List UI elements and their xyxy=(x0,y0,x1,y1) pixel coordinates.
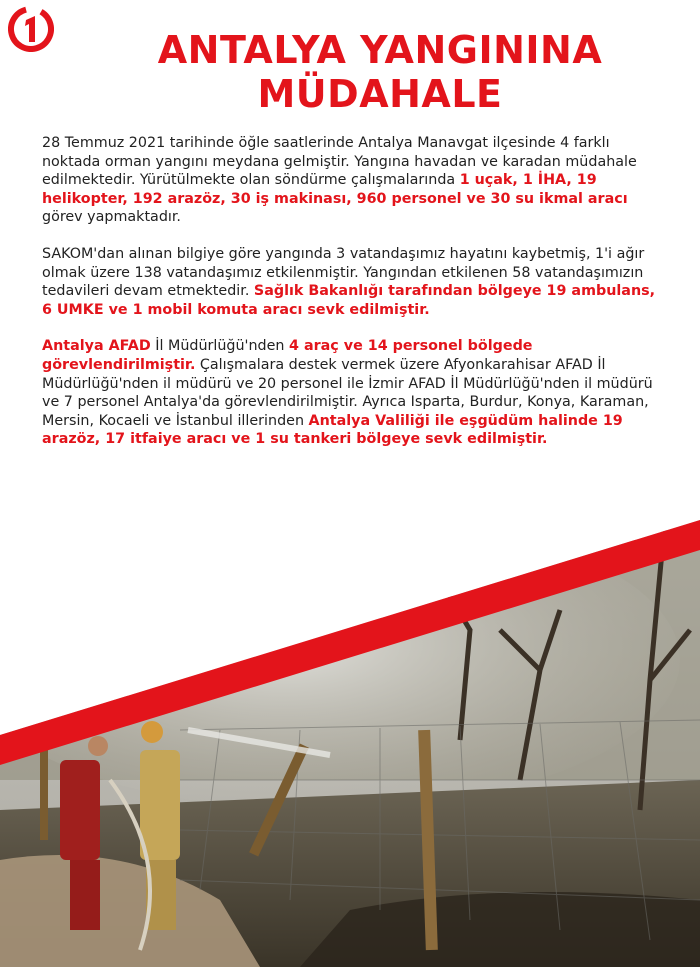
highlighted-text: Antalya Valiliği ile eşgüdüm halinde 19 arazöz, 17 itfaiye aracı ve 1 su tankeri bölgeye sevk edilmiştir. xyxy=(42,412,623,448)
body-text: görev yapmaktadır. xyxy=(42,209,181,226)
body-text: SAKOM'dan alınan bilgiye göre yangında 3 vatandaşımız hayatını kaybetmiş, 1'i ağır olmak üzere 138 vatandaşımız etkilenmiştir. Yangından etkilenen 58 vatandaşımızın tedavileri devam etmektedir. xyxy=(42,245,645,300)
paragraph-3 xyxy=(42,337,664,449)
paragraph-2 xyxy=(42,245,664,319)
highlighted-text: Antalya AFAD xyxy=(42,338,151,355)
paragraph-1 xyxy=(42,134,664,227)
body-text: İl Müdürlüğü'nden xyxy=(150,338,290,355)
highlighted-text: 4 araç ve 14 personel bölgede görevlendirilmiştir. xyxy=(42,338,533,373)
title-line-1: ANTALYA YANGININA xyxy=(157,28,603,72)
highlighted-text: Sağlık Bakanlığı tarafından bölgeye 19 ambulans, 6 UMKE ve 1 mobil komuta aracı sevk edilmiştir. xyxy=(42,283,656,318)
wildfire-photo xyxy=(0,480,700,967)
article-body xyxy=(42,134,664,467)
logo-icon xyxy=(8,6,54,52)
title-line-2: MÜDAHALE xyxy=(257,72,503,116)
body-text: 28 Temmuz 2021 tarihinde öğle saatlerinde Antalya Manavgat ilçesinde 4 farklı noktada orman yangını meydana gelmiştir. Yangına havadan ve karadan müdahale edilmektedir. Yürütülmekte olan söndürme çalışmalarında xyxy=(42,135,637,189)
page-title xyxy=(60,28,700,116)
highlighted-text: 1 uçak, 1 İHA, 19 helikopter, 192 arazöz, 30 iş makinası, 960 personel ve 30 su ikmal aracı xyxy=(42,172,628,207)
body-text: Çalışmalara destek vermek üzere Afyonkarahisar AFAD İl Müdürlüğü'nden il müdürü ve 20 personel ile İzmir AFAD İl Müdürlüğü'nden il müdürü ve 7 personel Antalya'da görevlendirilmiştir. Ayrıca Isparta, Burdur, Konya, Karaman, Mersin, Kocaeli ve İstanbul illerinden xyxy=(42,356,653,429)
